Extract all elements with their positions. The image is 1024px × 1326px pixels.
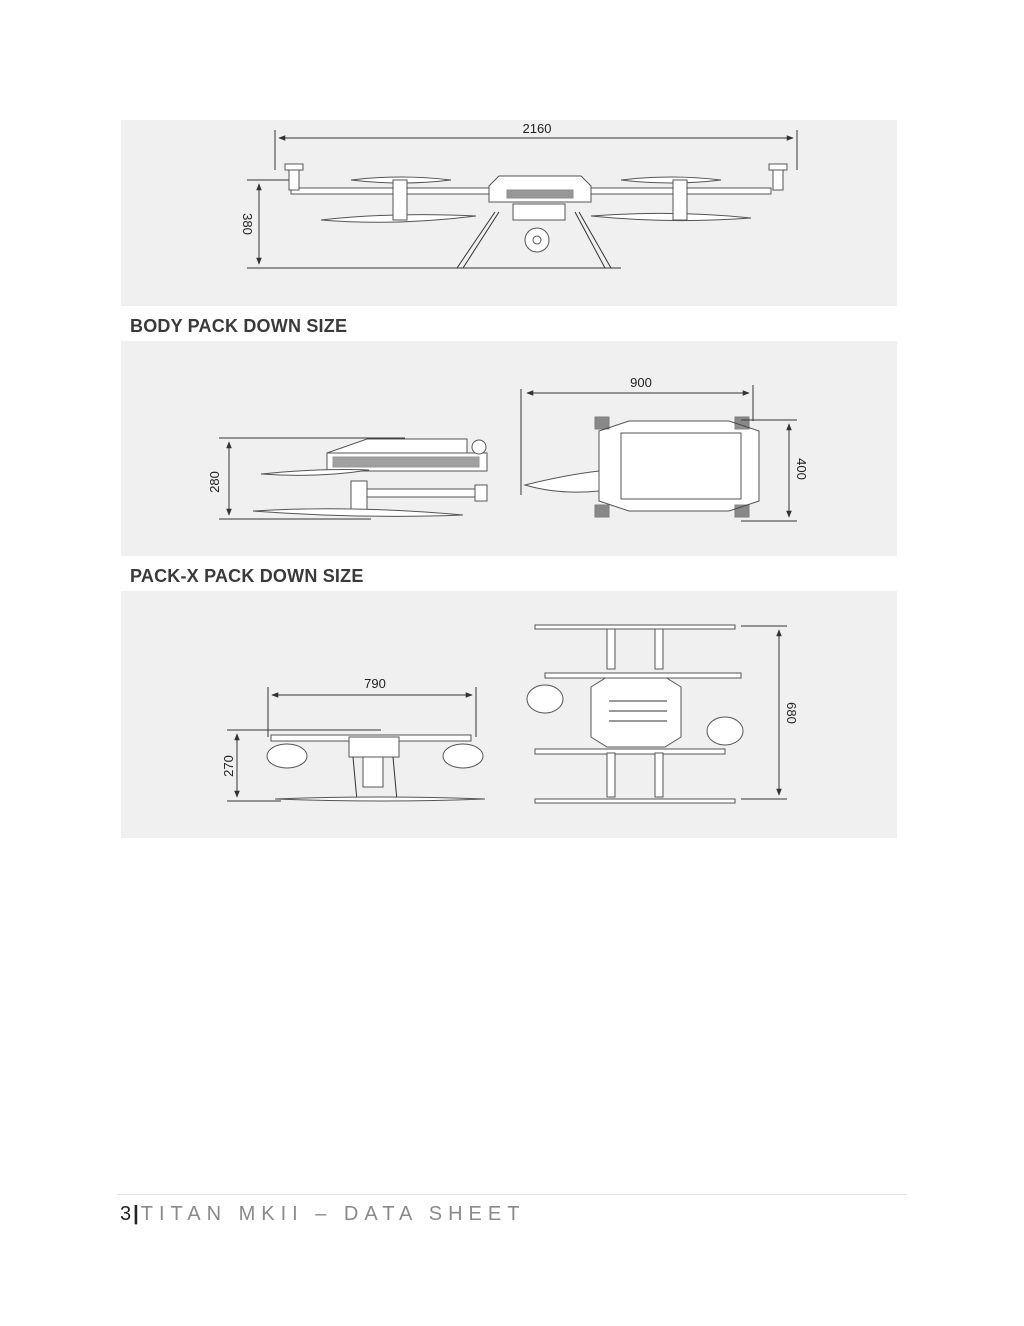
dimension-height: 380: [240, 213, 255, 235]
drawing-panel-packx: [121, 591, 897, 838]
dimension-side-width: 790: [364, 676, 386, 691]
page-footer: [120, 1203, 525, 1226]
section-title-body-pack: BODY PACK DOWN SIZE: [130, 316, 348, 336]
drone-side-view-drawing: [121, 120, 897, 306]
document-title: TITAN MKII – DATA SHEET: [140, 1203, 526, 1225]
footer-separator: |: [133, 1203, 139, 1225]
dimension-side-height: 280: [207, 471, 222, 493]
packx-drawing: [121, 591, 897, 838]
dimension-side-height: 270: [221, 755, 236, 777]
section-title-packx: PACK-X PACK DOWN SIZE: [130, 566, 364, 586]
dimension-top-width: 900: [630, 375, 652, 390]
dimension-width: 2160: [522, 121, 552, 136]
dimension-top-height: 680: [784, 702, 799, 724]
dimension-top-height: 400: [794, 458, 809, 480]
footer-divider: [117, 1194, 907, 1195]
body-pack-drawing: [121, 341, 897, 556]
drawing-panel-body-pack: [121, 341, 897, 556]
drawing-panel-full: [121, 120, 897, 306]
page-number: 3: [120, 1203, 132, 1225]
